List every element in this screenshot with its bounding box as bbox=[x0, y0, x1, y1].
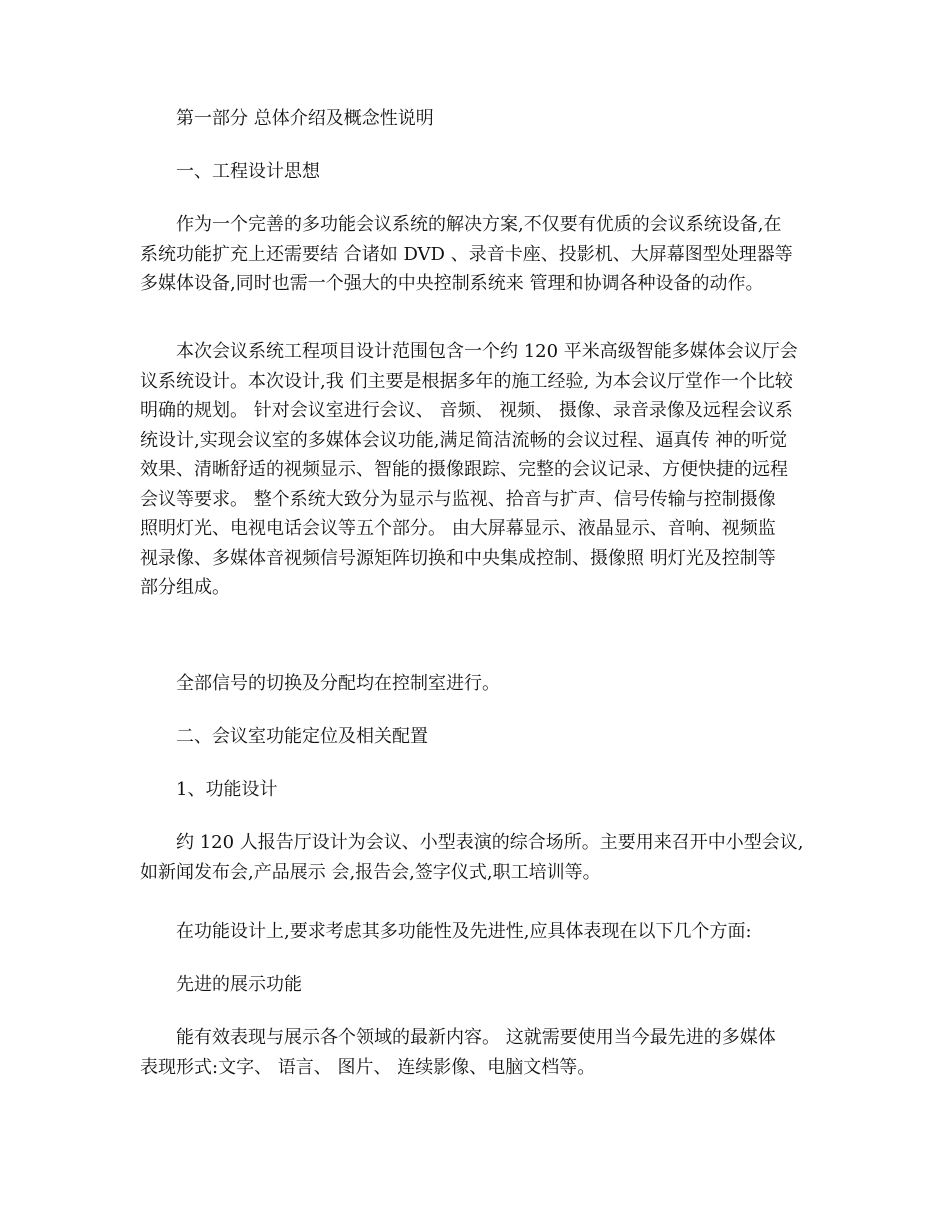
text-line: 系统功能扩充上还需要结 合诸如 DVD 、录音卡座、投影机、大屏幕图型处理器等 bbox=[140, 243, 793, 265]
text-line: 视录像、多媒体音视频信号源矩阵切换和中央集成控制、摄像照 明灯光及控制等 bbox=[140, 547, 776, 569]
design-concept-paragraph bbox=[140, 210, 820, 299]
text-line: 效果、清晰舒适的视频显示、智能的摄像跟踪、完整的会议记录、方便快捷的远程 bbox=[140, 459, 788, 480]
text-line: 表现形式:文字、 语言、 图片、 连续影像、电脑文档等。 bbox=[140, 1056, 596, 1078]
text-line: 作为一个完善的多功能会议系统的解决方案,不仅要有优质的会议系统设备,在 bbox=[176, 214, 782, 235]
project-scope-paragraph bbox=[140, 337, 820, 603]
text-line: 在功能设计上,要求考虑其多功能性及先进性,应具体表现在以下几个方面: bbox=[176, 921, 752, 942]
text-line: 一、工程设计思想 bbox=[176, 161, 320, 182]
text-line: 议系统设计。本次设计,我 们主要是根据多年的施工经验, 为本会议厅堂作一个比较 bbox=[140, 370, 793, 392]
display-function-paragraph bbox=[140, 1023, 820, 1082]
function-requirements-paragraph bbox=[140, 917, 820, 947]
text-line: 部分组成。 bbox=[140, 577, 230, 598]
text-line: 本次会议系统工程项目设计范围包含一个约 120 平米高级智能多媒体会议厅会 bbox=[176, 341, 798, 362]
text-line: 统设计,实现会议室的多媒体会议功能,满足简洁流畅的会议过程、逼真传 神的听觉 bbox=[140, 429, 788, 451]
text-line: 全部信号的切换及分配均在控制室进行。 bbox=[176, 673, 500, 694]
text-line: 1、功能设计 bbox=[176, 779, 278, 800]
text-line: 会议等要求。 整个系统大致分为显示与监视、拾音与扩声、信号传输与控制摄像 bbox=[140, 488, 776, 510]
text-line: 如新闻发布会,产品展示 会,报告会,签字仪式,职工培训等。 bbox=[140, 861, 601, 883]
part-one-heading bbox=[140, 104, 820, 134]
section-two-heading bbox=[140, 722, 820, 752]
function-design-heading bbox=[140, 775, 820, 805]
text-line: 明确的规划。 针对会议室进行会议、 音频、 视频、 摄像、录音录像及远程会议系 bbox=[140, 400, 793, 421]
display-function-heading bbox=[140, 970, 820, 1000]
section-one-heading bbox=[140, 157, 820, 187]
signal-switching-paragraph bbox=[140, 669, 820, 699]
text-line: 二、会议室功能定位及相关配置 bbox=[176, 726, 428, 747]
text-line: 能有效表现与展示各个领域的最新内容。 这就需要使用当今最先进的多媒体 bbox=[176, 1027, 776, 1048]
text-line: 第一部分 总体介绍及概念性说明 bbox=[176, 108, 434, 129]
text-line: 照明灯光、电视电话会议等五个部分。 由大屏幕显示、液晶显示、音响、视频监 bbox=[140, 518, 776, 539]
text-line: 先进的展示功能 bbox=[176, 974, 302, 995]
hall-purpose-paragraph bbox=[140, 828, 820, 887]
text-line: 多媒体设备,同时也需一个强大的中央控制系统来 管理和协调各种设备的动作。 bbox=[140, 273, 764, 294]
text-line: 约 120 人报告厅设计为会议、小型表演的综合场所。主要用来召开中小型会议, bbox=[176, 832, 804, 853]
